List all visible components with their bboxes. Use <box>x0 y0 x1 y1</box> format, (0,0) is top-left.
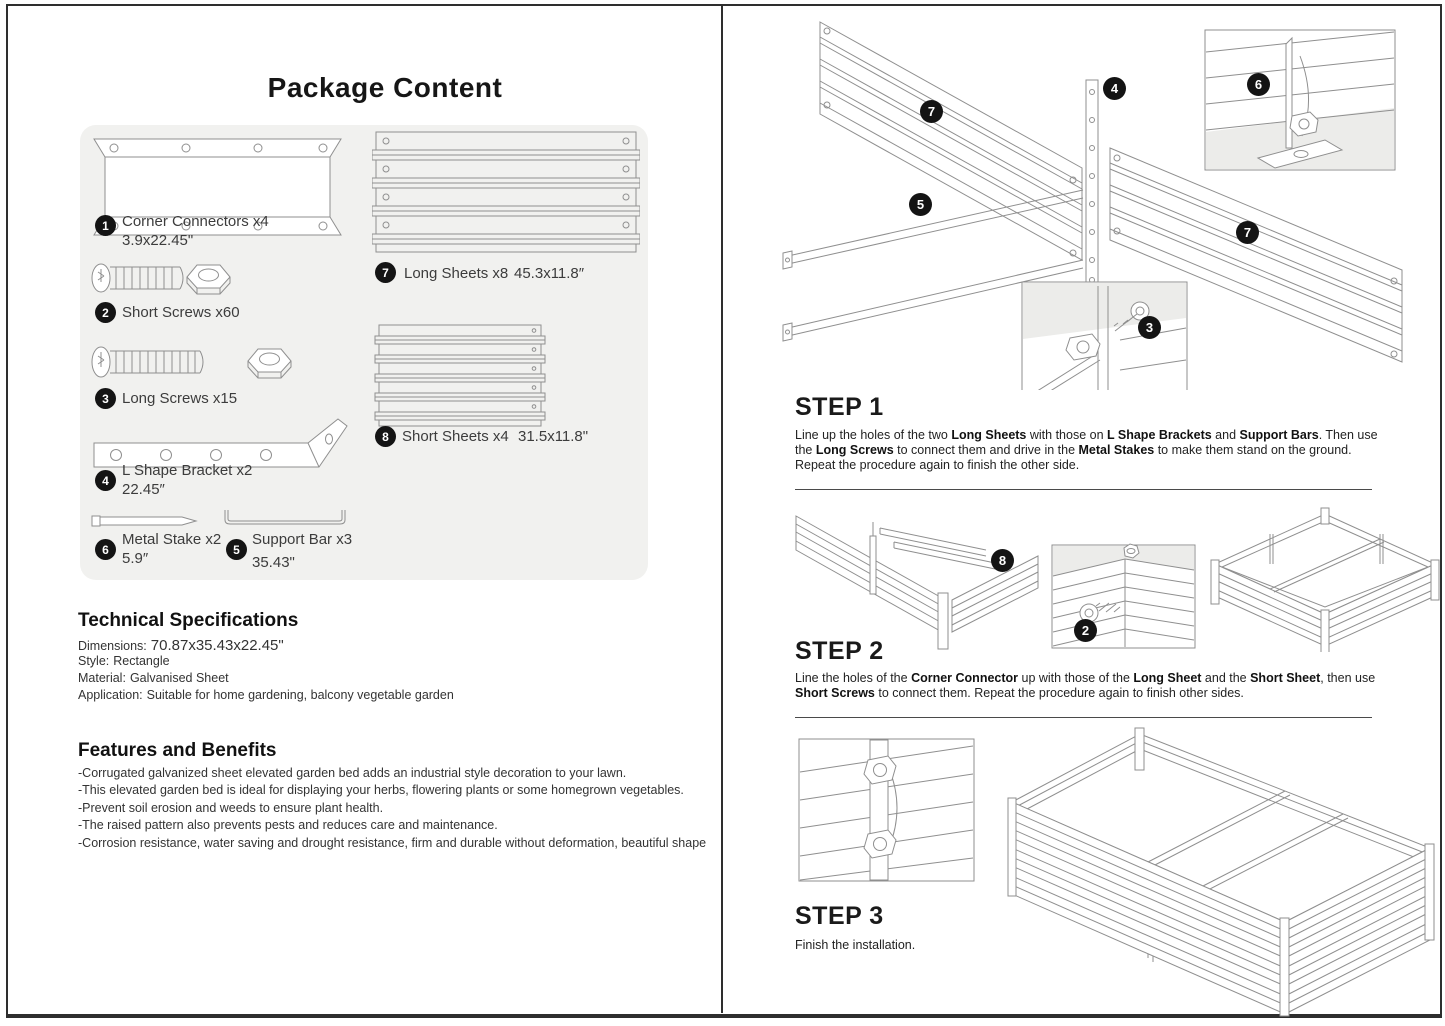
long-screw-icon <box>88 340 238 384</box>
spec-label: Dimensions: <box>78 639 147 653</box>
step1-diagram <box>780 8 1440 390</box>
panel-divider <box>721 5 723 1013</box>
spec-label: Material: <box>78 671 126 685</box>
tech-specs-heading: Technical Specifications <box>78 610 299 631</box>
features-list <box>78 765 706 852</box>
page-title: Package Content <box>267 72 503 103</box>
part-7-dimension: 45.3x11.8″ <box>514 265 585 282</box>
feature-bullet: -This elevated garden bed is ideal for displaying your herbs, flowering plants or some homegrown vegetables. <box>78 783 684 798</box>
spec-value: Galvanised Sheet <box>129 671 229 685</box>
part-2-label: Short Screws x60 <box>122 304 240 321</box>
long-sheets-illustration <box>372 130 640 254</box>
diagram-badge-metal-stake: 6 <box>1247 73 1270 96</box>
part-7-badge: 7 <box>375 262 396 283</box>
part-1-label: Corner Connectors x4 <box>122 213 269 230</box>
part-8-label: Short Sheets x4 <box>402 428 509 445</box>
part-1-badge: 1 <box>95 215 116 236</box>
diagram-badge-support-bar: 5 <box>909 193 932 216</box>
part-3-badge: 3 <box>95 388 116 409</box>
step3-heading: STEP 3 <box>795 902 884 930</box>
spec-value: Rectangle <box>113 654 170 668</box>
part-6-dimension: 5.9″ <box>122 550 149 567</box>
part-5-label: Support Bar x3 <box>252 531 353 548</box>
step1-heading: STEP 1 <box>795 393 884 421</box>
short-sheets-illustration <box>374 323 546 427</box>
step3-bolt-inset <box>798 738 975 882</box>
diagram-badge-long-sheet-right: 7 <box>1236 221 1259 244</box>
part-4-badge: 4 <box>95 470 116 491</box>
part-8-badge: 8 <box>375 426 396 447</box>
features-heading: Features and Benefits <box>78 740 277 761</box>
feature-bullet: -Prevent soil erosion and weeds to ensure plant health. <box>78 800 384 815</box>
diagram-badge-long-sheet: 7 <box>920 100 943 123</box>
hex-nut-icon <box>245 344 295 382</box>
diagram-badge-long-screw: 3 <box>1138 316 1161 339</box>
part-5-badge: 5 <box>226 539 247 560</box>
feature-bullet: -The raised pattern also prevents pests and reduces care and maintenance. <box>78 818 498 833</box>
part-1-dimension: 3.9x22.45" <box>122 232 194 249</box>
step3-instructions: Finish the installation. <box>795 938 916 952</box>
part-8-dimension: 31.5x11.8" <box>518 428 589 445</box>
spec-label: Style: <box>78 654 110 668</box>
spec-style <box>78 654 170 668</box>
spec-value: 70.87x35.43x22.45" <box>150 637 284 654</box>
metal-stake-illustration <box>90 513 200 529</box>
step2-heading: STEP 2 <box>795 637 884 665</box>
step-divider <box>795 489 1372 490</box>
part-7-label: Long Sheets x8 <box>404 265 509 282</box>
spec-application <box>78 688 454 702</box>
part-3-label: Long Screws x15 <box>122 390 238 407</box>
step-divider <box>795 717 1372 718</box>
step2-diagram <box>780 500 1440 652</box>
feature-bullet: -Corrosion resistance, water saving and drought resistance, firm and durable without deformation, beautiful shape <box>78 835 707 850</box>
spec-material <box>78 671 229 685</box>
diagram-badge-l-bracket: 4 <box>1103 77 1126 100</box>
part-4-dimension: 22.45″ <box>122 481 165 498</box>
step1-instructions: Line up the holes of the two Long Sheets with those on L Shape Brackets and Support Bars. Then use the Long Screws to connect them and drive in the Metal Stakes to make them stand on the ground. Repeat the procedure again to finish the other side. <box>795 428 1378 472</box>
diagram-badge-short-sheet: 8 <box>991 549 1014 572</box>
hex-nut-icon <box>184 260 234 298</box>
part-6-badge: 6 <box>95 539 116 560</box>
step3-finished-bed <box>1000 726 1438 1018</box>
spec-dimensions <box>78 637 284 654</box>
step2-instructions: Line the holes of the Corner Connector up with those of the Long Sheet and the Short Sheet, then use Short Screws to connect them. Repeat the procedure again to finish other sides. <box>795 671 1376 700</box>
part-5-dimension: 35.43" <box>252 554 295 571</box>
diagram-badge-short-screw: 2 <box>1074 619 1097 642</box>
part-6-label: Metal Stake x2 <box>122 531 222 548</box>
part-4-label: L Shape Bracket x2 <box>122 462 253 479</box>
feature-bullet: -Corrugated galvanized sheet elevated garden bed adds an industrial style decoration to your lawn. <box>78 766 627 780</box>
spec-label: Application: <box>78 688 143 702</box>
part-2-badge: 2 <box>95 302 116 323</box>
spec-value: Suitable for home gardening, balcony vegetable garden <box>146 688 454 702</box>
support-bar-illustration <box>222 508 348 528</box>
